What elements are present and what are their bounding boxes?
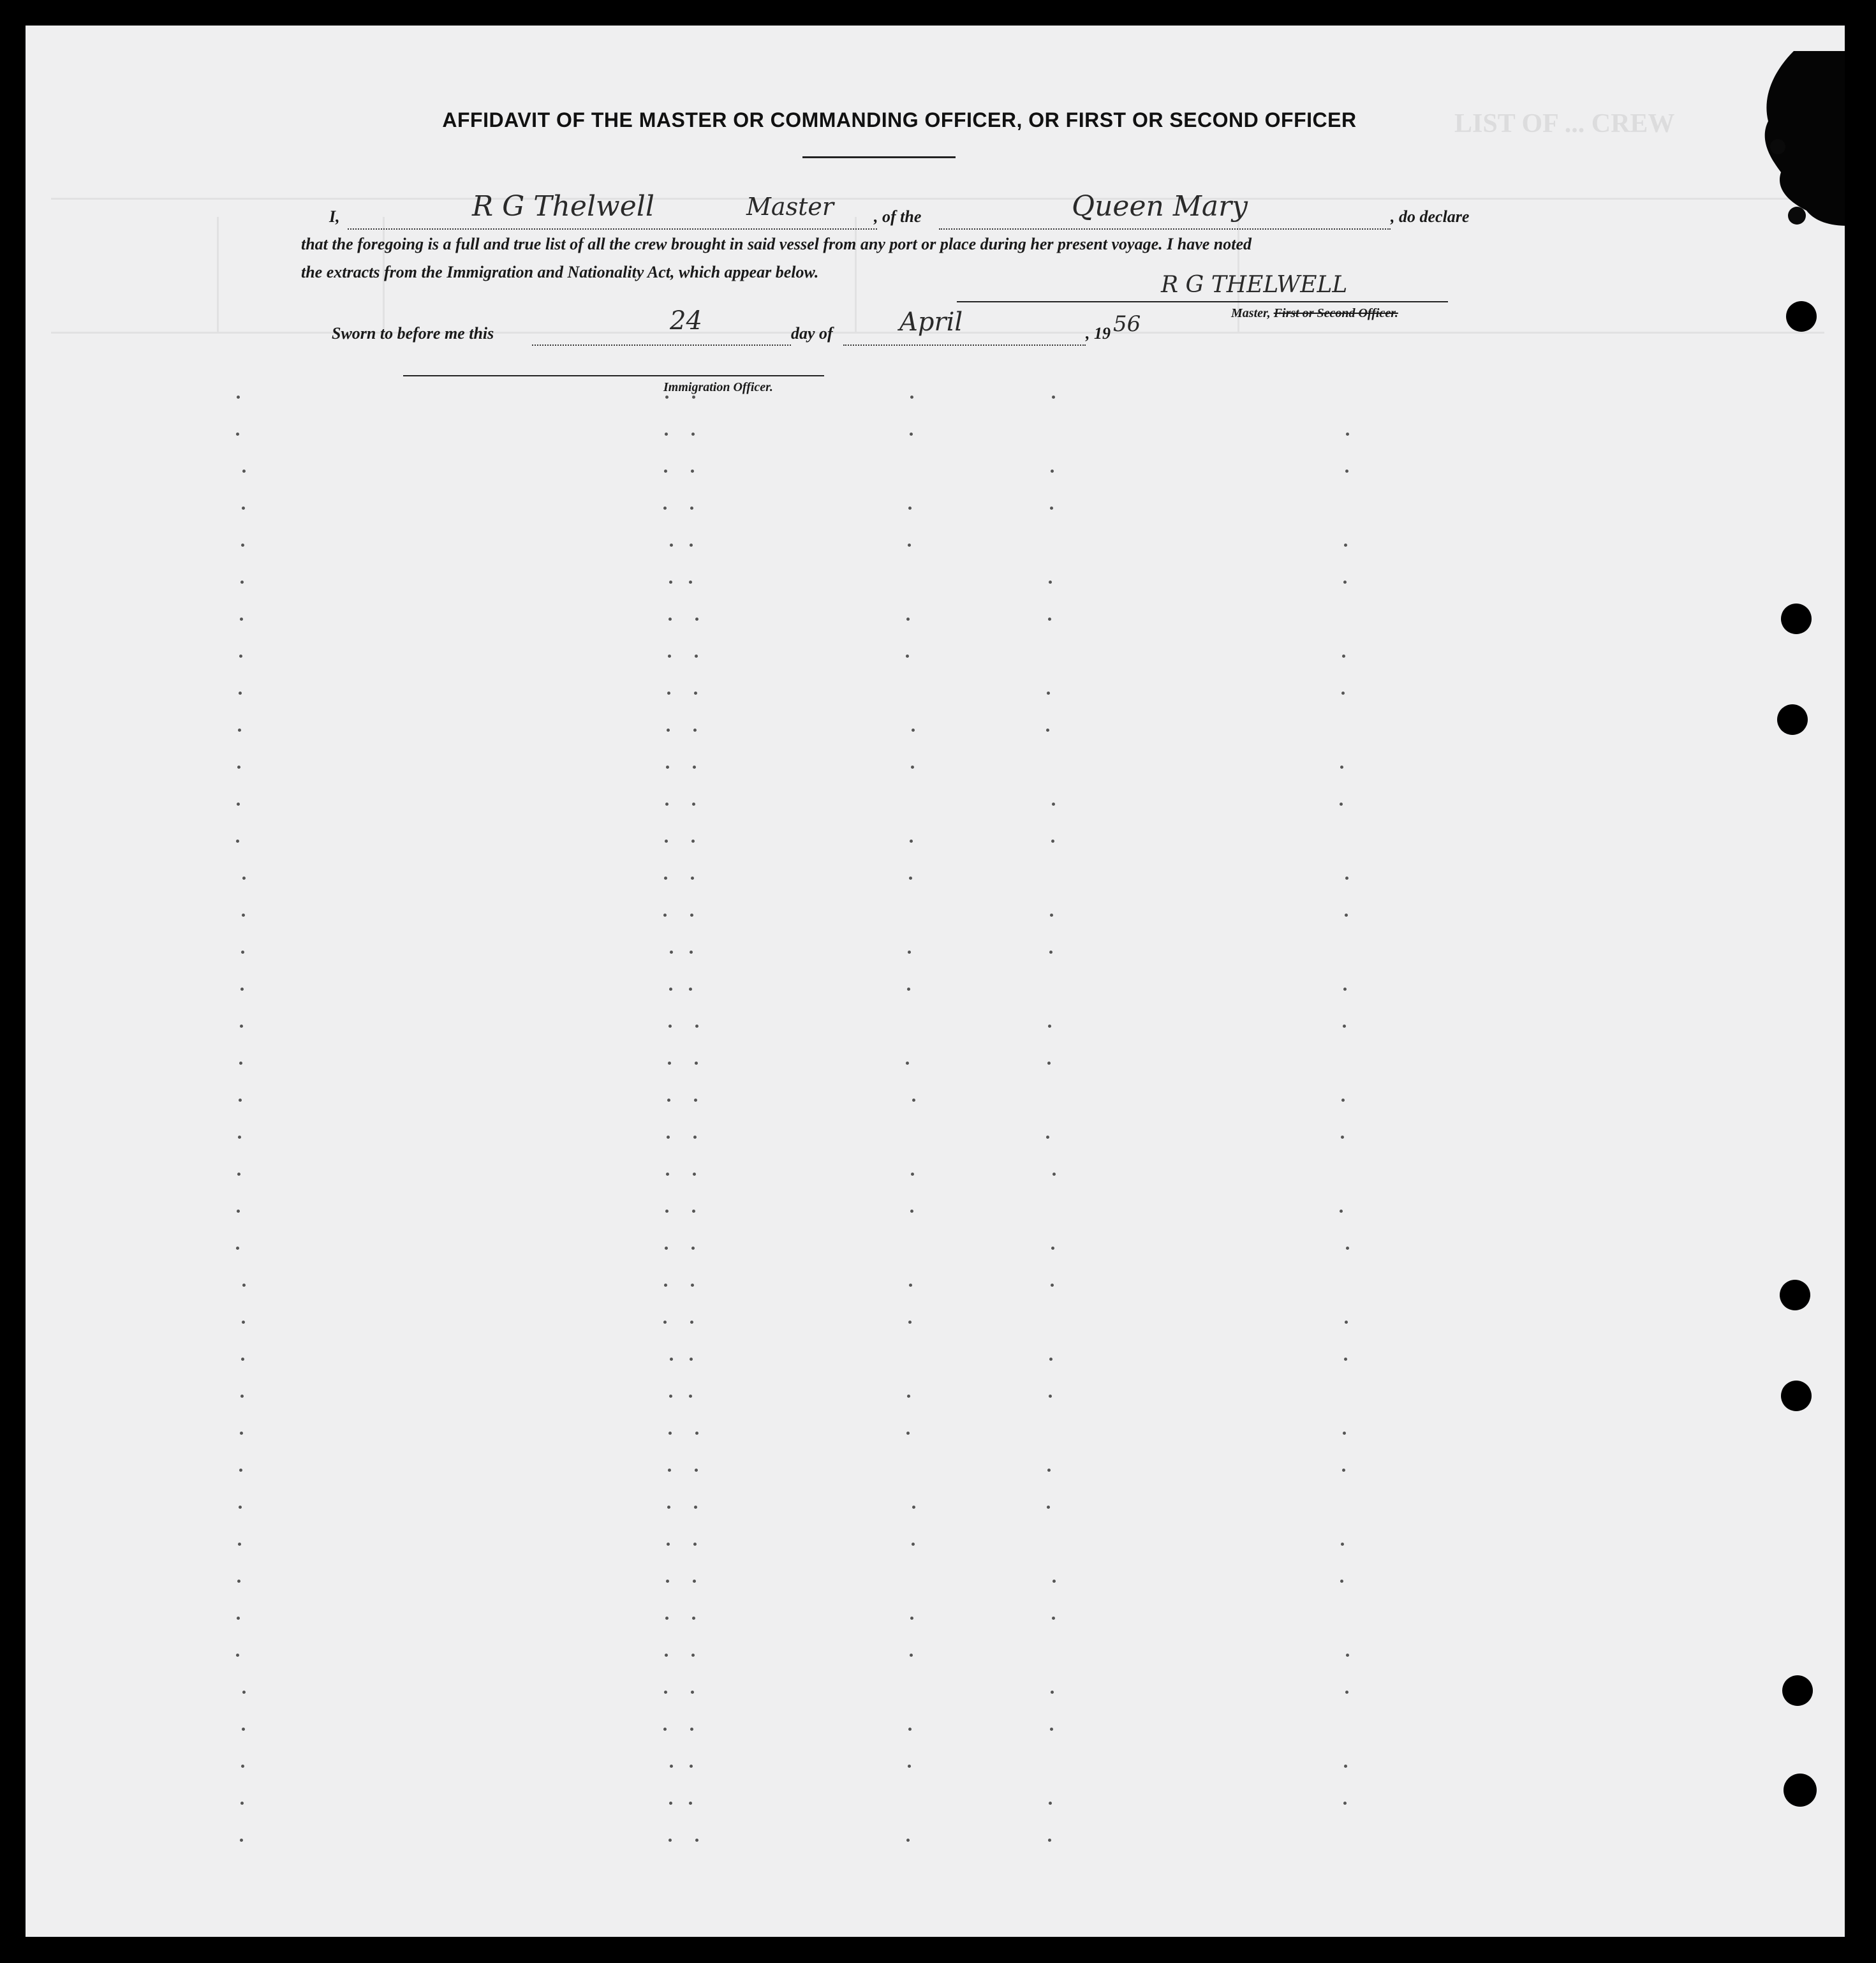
dot-leader bbox=[239, 692, 242, 695]
dot-leader bbox=[1341, 1543, 1344, 1546]
dot-leader bbox=[668, 1062, 671, 1065]
dot-leader bbox=[693, 1580, 696, 1583]
dot-leader bbox=[1048, 1839, 1051, 1842]
year-prefix: , 19 bbox=[1086, 324, 1111, 343]
dot-leader bbox=[242, 1321, 245, 1324]
title-underline bbox=[802, 156, 956, 158]
officer-label: Immigration Officer. bbox=[663, 380, 773, 394]
binder-hole bbox=[1780, 1280, 1810, 1310]
dot-leader bbox=[906, 1839, 910, 1842]
dot-leader bbox=[911, 766, 914, 769]
dot-leader bbox=[1049, 951, 1052, 954]
dot-leader bbox=[695, 1025, 698, 1028]
dot-leader bbox=[237, 803, 240, 806]
dot-leader bbox=[1340, 766, 1343, 769]
dot-leader bbox=[665, 1210, 668, 1213]
dot-leader bbox=[695, 655, 698, 658]
dot-leader bbox=[664, 1691, 667, 1694]
dot-leader bbox=[665, 840, 668, 843]
year-handwritten: 56 bbox=[1113, 311, 1141, 337]
dot-leader bbox=[912, 1099, 915, 1102]
dot-leader bbox=[237, 396, 240, 399]
dot-leader bbox=[1049, 1395, 1052, 1398]
dot-leader bbox=[663, 914, 667, 917]
dot-leader bbox=[239, 1062, 242, 1065]
day-handwritten: 24 bbox=[670, 306, 702, 336]
dot-leader bbox=[690, 507, 693, 510]
dot-leader bbox=[1340, 803, 1343, 806]
dot-leader bbox=[1052, 803, 1055, 806]
dot-leader bbox=[912, 729, 915, 732]
dot-leader bbox=[1343, 1025, 1346, 1028]
dot-leader bbox=[910, 840, 913, 843]
signature-label: Master, First or Second Officer. bbox=[1231, 306, 1398, 320]
dot-leader bbox=[665, 1617, 668, 1620]
dot-leader bbox=[242, 914, 245, 917]
dot-leader bbox=[689, 1802, 692, 1805]
of-the-label: , of the bbox=[874, 207, 922, 226]
dot-leader bbox=[691, 877, 694, 880]
do-declare-label: , do declare bbox=[1391, 207, 1470, 226]
dot-leader bbox=[664, 877, 667, 880]
dot-leader bbox=[1051, 1247, 1054, 1250]
dot-leader bbox=[242, 1284, 246, 1287]
dot-leader bbox=[1052, 396, 1055, 399]
dot-leader bbox=[908, 507, 912, 510]
dot-leader bbox=[1047, 1062, 1051, 1065]
dot-leader bbox=[691, 1654, 695, 1657]
dot-leader bbox=[665, 803, 668, 806]
dot-leader bbox=[1343, 1802, 1347, 1805]
dot-leader bbox=[690, 1358, 693, 1361]
dot-leader bbox=[912, 1506, 915, 1509]
dot-leader bbox=[669, 1395, 672, 1398]
dot-leader bbox=[242, 1728, 245, 1731]
dot-leader bbox=[240, 1395, 244, 1398]
dot-leader bbox=[690, 544, 693, 547]
dot-leader bbox=[667, 1136, 670, 1139]
dot-leader bbox=[239, 1469, 242, 1472]
dot-leader bbox=[666, 1580, 669, 1583]
dot-leader bbox=[240, 988, 244, 991]
dot-leader bbox=[237, 1580, 240, 1583]
dot-leader bbox=[910, 396, 913, 399]
dot-leader bbox=[664, 1284, 667, 1287]
dot-leader bbox=[689, 988, 692, 991]
affidavit-title: AFFIDAVIT OF THE MASTER OR COMMANDING OFFICER, OR FIRST OR SECOND OFFICER bbox=[442, 108, 1357, 131]
dot-leader bbox=[1346, 433, 1349, 436]
dot-leader bbox=[1047, 692, 1050, 695]
dot-leader bbox=[1343, 988, 1347, 991]
officer-signature-line bbox=[403, 375, 824, 376]
dot-leader bbox=[912, 1543, 915, 1546]
dot-leader bbox=[240, 1839, 243, 1842]
dot-leader bbox=[1049, 1802, 1052, 1805]
dot-leader bbox=[665, 433, 668, 436]
dot-leader bbox=[667, 692, 670, 695]
dot-leader bbox=[1342, 655, 1345, 658]
bleed-through-rule bbox=[51, 198, 1824, 200]
dot-leader bbox=[910, 433, 913, 436]
dot-leader bbox=[670, 1358, 673, 1361]
dot-leader bbox=[242, 877, 246, 880]
dot-leader bbox=[241, 1358, 244, 1361]
dot-leader bbox=[691, 1247, 695, 1250]
dot-leader bbox=[689, 1395, 692, 1398]
signature-handwritten: R G THELWELL bbox=[1161, 272, 1348, 298]
declaration-line-2: that the foregoing is a full and true list of all the crew brought in said vessel from any port or place during her present voyage. I have noted bbox=[301, 235, 1252, 253]
dot-leader bbox=[238, 729, 241, 732]
dot-leader bbox=[1340, 1210, 1343, 1213]
dot-leader bbox=[241, 951, 244, 954]
dot-leader bbox=[909, 877, 912, 880]
dot-leader bbox=[695, 1839, 698, 1842]
dot-leader bbox=[908, 951, 911, 954]
dot-leader bbox=[907, 1395, 910, 1398]
dot-leader bbox=[1052, 1580, 1056, 1583]
dot-leader bbox=[1344, 544, 1347, 547]
sworn-lead: Sworn to before me this bbox=[332, 324, 494, 343]
dot-leader bbox=[665, 1654, 668, 1657]
dot-leader bbox=[689, 581, 692, 584]
dot-leader bbox=[693, 766, 696, 769]
month-handwritten: April bbox=[899, 307, 963, 337]
dot-leader bbox=[695, 1062, 698, 1065]
dot-leader bbox=[240, 1432, 243, 1435]
dot-leader bbox=[907, 988, 910, 991]
dot-leader bbox=[240, 1025, 243, 1028]
dot-leader bbox=[665, 396, 668, 399]
dot-leader bbox=[237, 1210, 240, 1213]
month-fill-line bbox=[843, 344, 1086, 346]
dot-leader bbox=[667, 729, 670, 732]
declaration-line-3: the extracts from the Immigration and Nationality Act, which appear below. bbox=[301, 263, 819, 281]
dot-leader bbox=[909, 1284, 912, 1287]
dot-leader bbox=[667, 1543, 670, 1546]
dot-leader bbox=[669, 1802, 672, 1805]
dot-leader bbox=[906, 1062, 909, 1065]
dot-leader bbox=[1051, 840, 1054, 843]
dot-leader bbox=[239, 655, 242, 658]
dot-leader bbox=[694, 692, 697, 695]
dot-leader bbox=[240, 1802, 244, 1805]
dot-leader bbox=[668, 618, 672, 621]
dot-leader bbox=[236, 433, 239, 436]
dot-leader bbox=[1344, 1765, 1347, 1768]
dot-leader bbox=[670, 544, 673, 547]
document-page bbox=[26, 26, 1845, 1937]
dot-leader bbox=[1340, 1580, 1343, 1583]
dot-leader bbox=[693, 729, 697, 732]
bleed-through-rule bbox=[217, 217, 219, 332]
dot-leader bbox=[238, 1543, 241, 1546]
vessel-name-handwritten: Queen Mary bbox=[1072, 190, 1248, 223]
dot-leader bbox=[1341, 1099, 1345, 1102]
dot-leader bbox=[692, 1617, 695, 1620]
dot-leader bbox=[1051, 1284, 1054, 1287]
dot-leader bbox=[242, 1691, 246, 1694]
dot-leader bbox=[237, 1173, 240, 1176]
dot-leader bbox=[1050, 507, 1053, 510]
dot-leader bbox=[910, 1210, 913, 1213]
dot-leader bbox=[1048, 1025, 1051, 1028]
dot-leader bbox=[690, 951, 693, 954]
dot-leader bbox=[691, 840, 695, 843]
dot-leader bbox=[242, 470, 246, 473]
dot-leader bbox=[663, 1321, 667, 1324]
dot-leader bbox=[908, 1728, 912, 1731]
dot-leader bbox=[669, 988, 672, 991]
dot-leader bbox=[1341, 692, 1345, 695]
dot-leader bbox=[1341, 1136, 1344, 1139]
dot-leader bbox=[690, 914, 693, 917]
dot-leader bbox=[669, 581, 672, 584]
name-fill-line bbox=[348, 228, 877, 230]
declaration-lead: I, bbox=[329, 207, 340, 226]
dot-leader bbox=[667, 1506, 670, 1509]
dot-leader bbox=[1345, 877, 1348, 880]
day-fill-line bbox=[532, 344, 791, 346]
dot-leader bbox=[1051, 1691, 1054, 1694]
dot-leader bbox=[668, 1469, 671, 1472]
dot-leader bbox=[663, 507, 667, 510]
signature-line bbox=[957, 301, 1448, 302]
dot-leader bbox=[1344, 1358, 1347, 1361]
dot-leader bbox=[693, 1136, 697, 1139]
dot-leader bbox=[241, 1765, 244, 1768]
dot-leader bbox=[910, 1617, 913, 1620]
dot-leader bbox=[1046, 729, 1049, 732]
binder-hole bbox=[1781, 1381, 1812, 1411]
dot-leader bbox=[237, 766, 240, 769]
dot-leader bbox=[690, 1321, 693, 1324]
dot-leader bbox=[911, 1173, 914, 1176]
dot-leader bbox=[1346, 1247, 1349, 1250]
dot-leader bbox=[1052, 1173, 1056, 1176]
dot-leader bbox=[1046, 1136, 1049, 1139]
dot-leader bbox=[692, 803, 695, 806]
dot-leader bbox=[1346, 1654, 1349, 1657]
dot-leader bbox=[239, 1506, 242, 1509]
master-name-handwritten: R G Thelwell bbox=[472, 190, 654, 223]
dot-leader bbox=[906, 655, 909, 658]
dot-leader bbox=[1049, 1358, 1052, 1361]
bleed-through-rule bbox=[855, 217, 857, 332]
dot-leader bbox=[908, 1321, 912, 1324]
binder-hole bbox=[1777, 704, 1808, 735]
dot-leader bbox=[906, 618, 910, 621]
binder-hole bbox=[1784, 1774, 1817, 1807]
dot-leader bbox=[1047, 1469, 1051, 1472]
dot-leader bbox=[242, 507, 245, 510]
dot-leader bbox=[668, 1025, 672, 1028]
dot-leader bbox=[667, 1099, 670, 1102]
dot-leader bbox=[1345, 914, 1348, 917]
dot-leader bbox=[1048, 618, 1051, 621]
dot-leader bbox=[692, 396, 695, 399]
dot-leader bbox=[908, 544, 911, 547]
rank-handwritten: Master bbox=[746, 193, 834, 221]
dot-leader bbox=[908, 1765, 911, 1768]
dot-leader bbox=[691, 470, 694, 473]
dot-leader bbox=[240, 581, 244, 584]
dot-leader bbox=[1050, 1728, 1053, 1731]
binder-hole bbox=[1782, 1675, 1813, 1706]
dot-leader bbox=[666, 766, 669, 769]
bleed-through-text: LIST OF ... CREW bbox=[1454, 109, 1675, 138]
dot-leader bbox=[668, 1839, 672, 1842]
damaged-corner bbox=[1755, 51, 1845, 230]
dot-leader bbox=[691, 1691, 694, 1694]
dot-leader bbox=[1047, 1506, 1050, 1509]
dot-leader bbox=[241, 544, 244, 547]
dot-leader bbox=[690, 1728, 693, 1731]
dot-leader bbox=[1345, 470, 1348, 473]
dot-leader bbox=[694, 1506, 697, 1509]
binder-hole bbox=[1781, 604, 1812, 634]
dot-leader bbox=[691, 433, 695, 436]
dot-leader bbox=[694, 1099, 697, 1102]
dot-leader bbox=[665, 1247, 668, 1250]
dot-leader bbox=[666, 1173, 669, 1176]
dot-leader bbox=[1052, 1617, 1055, 1620]
dot-leader bbox=[670, 951, 673, 954]
dot-leader bbox=[668, 1432, 672, 1435]
dot-leader bbox=[1049, 581, 1052, 584]
dot-leader bbox=[240, 618, 243, 621]
dot-leader bbox=[236, 840, 239, 843]
dot-leader bbox=[690, 1765, 693, 1768]
dot-leader bbox=[695, 1469, 698, 1472]
dot-leader bbox=[237, 1617, 240, 1620]
dot-leader bbox=[236, 1247, 239, 1250]
dot-leader bbox=[1051, 470, 1054, 473]
dot-leader bbox=[693, 1173, 696, 1176]
dot-leader bbox=[692, 1210, 695, 1213]
day-of-label: day of bbox=[791, 324, 833, 343]
dot-leader bbox=[663, 1728, 667, 1731]
binder-hole bbox=[1786, 301, 1817, 332]
dot-leader bbox=[664, 470, 667, 473]
dot-leader bbox=[1343, 581, 1347, 584]
dot-leader bbox=[236, 1654, 239, 1657]
dot-leader bbox=[238, 1136, 241, 1139]
dot-leader bbox=[1050, 914, 1053, 917]
dot-leader bbox=[1342, 1469, 1345, 1472]
dot-leader bbox=[906, 1432, 910, 1435]
dot-leader bbox=[1343, 1432, 1346, 1435]
dot-leader bbox=[668, 655, 671, 658]
dot-leader bbox=[691, 1284, 694, 1287]
dot-leader bbox=[693, 1543, 697, 1546]
dot-leader bbox=[1345, 1321, 1348, 1324]
dot-leader bbox=[670, 1765, 673, 1768]
dot-leader bbox=[239, 1099, 242, 1102]
dot-leader bbox=[1345, 1691, 1348, 1694]
vessel-fill-line bbox=[939, 228, 1391, 230]
dot-leader bbox=[695, 1432, 698, 1435]
dot-leader bbox=[695, 618, 698, 621]
dot-leader bbox=[910, 1654, 913, 1657]
